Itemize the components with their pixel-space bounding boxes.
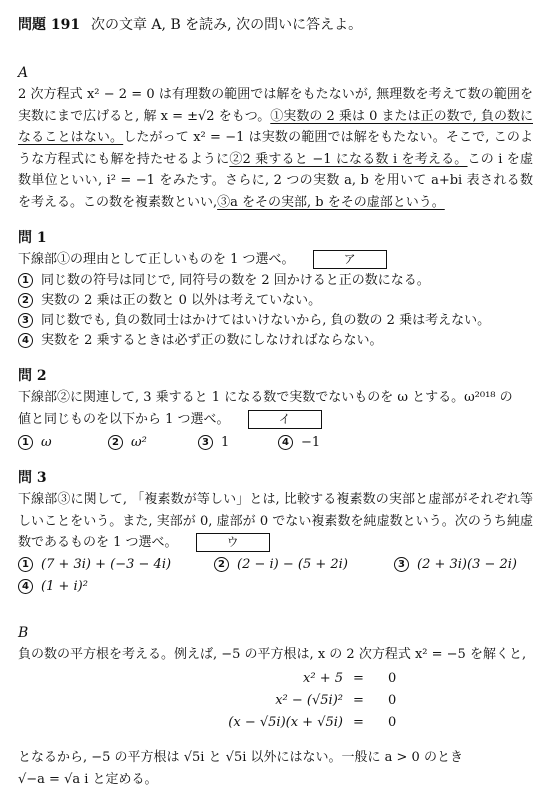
q2-option-3[interactable] — [198, 435, 278, 450]
equation-2-left: x² − (√5i)² — [275, 693, 343, 708]
q1-option-1[interactable] — [18, 271, 533, 291]
section-b-definition: √−a = √a i と定める。 — [18, 772, 158, 787]
question-2-prompt-line1: 下線部②に関連して, 3 乗すると 1 になる数で実数でないものを ω とする。ω²⁰¹⁸ の — [18, 390, 513, 405]
section-b-intro: 負の数の平方根を考える。例えば, −5 の平方根は, x の 2 次方程式 x² = −5 を解くと, — [18, 646, 527, 662]
question-2-prompt-text: 値と同じものを以下から 1 つ選べ。 — [18, 412, 230, 427]
answer-box-a[interactable]: ア — [313, 250, 387, 269]
question-2-label: 問 2 — [18, 368, 47, 384]
section-b-conclusion: となるから, −5 の平方根は √5i と √5i 以外にはない。一般に a > 0 のとき — [18, 750, 463, 765]
option-text: 1 — [221, 434, 230, 450]
answer-box-u[interactable]: ウ — [196, 533, 270, 552]
q3-option-2[interactable] — [214, 557, 394, 572]
q3-option-1[interactable] — [18, 557, 214, 572]
question-3-label: 問 3 — [18, 470, 47, 486]
option-text: 同じ数でも, 負の数同士はかけてはいけないから, 負の数の 2 乗は考えない。 — [41, 313, 491, 328]
problem-number: 問題 191 — [18, 17, 81, 33]
equation-3-right: 0 — [388, 715, 397, 730]
option-text: (7 + 3i) + (−3 − 4i) — [41, 557, 172, 572]
section-a-text — [18, 84, 533, 213]
q2-option-4[interactable] — [278, 435, 358, 450]
option-text: −1 — [301, 434, 321, 450]
equation-3-equals: = — [353, 715, 364, 730]
section-b-label: B — [18, 624, 29, 641]
option-text: (2 − i) − (5 + 2i) — [237, 557, 348, 572]
underline-2: ②2 乗すると −1 になる数 i を考える。 — [229, 151, 468, 167]
question-3-prompt — [18, 489, 533, 554]
q2-options — [18, 431, 533, 453]
equation-1-left: x² + 5 — [303, 671, 343, 686]
circled-number-icon: 1 — [18, 557, 33, 572]
answer-box-i[interactable]: イ — [248, 410, 322, 429]
circled-number-icon: 1 — [18, 273, 33, 288]
circled-number-icon: 3 — [198, 435, 213, 450]
circled-number-icon: 4 — [18, 333, 33, 348]
q2-option-2[interactable] — [108, 435, 198, 450]
question-2-prompt-line2 — [18, 409, 533, 431]
question-1-prompt-text: 下線部①の理由として正しいものを 1 つ選べ。 — [18, 252, 295, 267]
option-text: 実数の 2 乗は正の数と 0 以外は考えていない。 — [41, 293, 322, 308]
q3-options-row1 — [18, 554, 533, 576]
question-1-label: 問 1 — [18, 230, 47, 246]
circled-number-icon: 3 — [18, 313, 33, 328]
circled-number-icon: 4 — [278, 435, 293, 450]
circled-number-icon: 3 — [394, 557, 409, 572]
q2-option-1[interactable] — [18, 435, 108, 450]
q1-option-4[interactable] — [18, 331, 533, 351]
equation-block — [18, 665, 533, 741]
equation-1-equals: = — [353, 671, 364, 686]
underline-1: ①実数の 2 乗は 0 または正の数で, 負の数になることはない。 — [18, 108, 533, 145]
equation-1-right: 0 — [388, 671, 397, 686]
equation-2-equals: = — [353, 693, 364, 708]
question-1-prompt — [18, 249, 533, 271]
q3-option-3[interactable] — [394, 557, 533, 572]
circled-number-icon: 2 — [108, 435, 123, 450]
question-3-prompt-text: 下線部③に関して, 「複素数が等しい」とは, 比較する複素数の実部と虚部がそれぞれ等しいことをいう。また, 実部が 0, 虚部が 0 でない複素数を純虚数という。次のうち純虚数であるものを 1 つ選べ。 — [18, 492, 533, 550]
section-a-p3: この i を虚数単位といい, i² = −1 をみたす。さらに, 2 つの実数 a, b を用いて a+bi 表される数を考える。この数を複素数といい, — [18, 151, 533, 210]
option-text: (1 + i)² — [41, 579, 88, 594]
option-text: 実数を 2 乗するときは必ず正の数にしなければならない。 — [41, 333, 383, 348]
equation-2-right: 0 — [388, 693, 397, 708]
circled-number-icon: 2 — [18, 293, 33, 308]
option-text: (2 + 3i)(3 − 2i) — [417, 557, 518, 572]
equation-3-left: (x − √5i)(x + √5i) — [228, 715, 343, 730]
option-text: 同じ数の符号は同じで, 同符号の数を 2 回かけると正の数になる。 — [41, 273, 430, 288]
circled-number-icon: 2 — [214, 557, 229, 572]
section-a-p1: 2 次方程式 x² − 2 = 0 は有理数の範囲では解をもたないが, 無理数を考えて数の範囲を実数にまで広げると, 解 x = ±√2 をもつ。 — [18, 87, 533, 124]
q1-option-2[interactable] — [18, 291, 533, 311]
problem-instruction: 次の文章 A, B を読み, 次の問いに答えよ。 — [90, 17, 363, 33]
option-text: ω² — [131, 434, 147, 450]
problem-header — [18, 12, 533, 38]
q1-option-3[interactable] — [18, 311, 533, 331]
section-a-p2: したがって x² = −1 は実数の範囲では解をもたない。そこで, このような方程式にも解を持たせるように — [18, 130, 533, 167]
q3-options-row2 — [18, 576, 533, 598]
circled-number-icon: 4 — [18, 579, 33, 594]
section-a-label: A — [18, 65, 29, 81]
q3-option-4[interactable] — [18, 579, 88, 594]
circled-number-icon: 1 — [18, 435, 33, 450]
underline-3: ③a をその実部, b をその虚部という。 — [217, 194, 445, 210]
option-text: ω — [41, 434, 52, 450]
